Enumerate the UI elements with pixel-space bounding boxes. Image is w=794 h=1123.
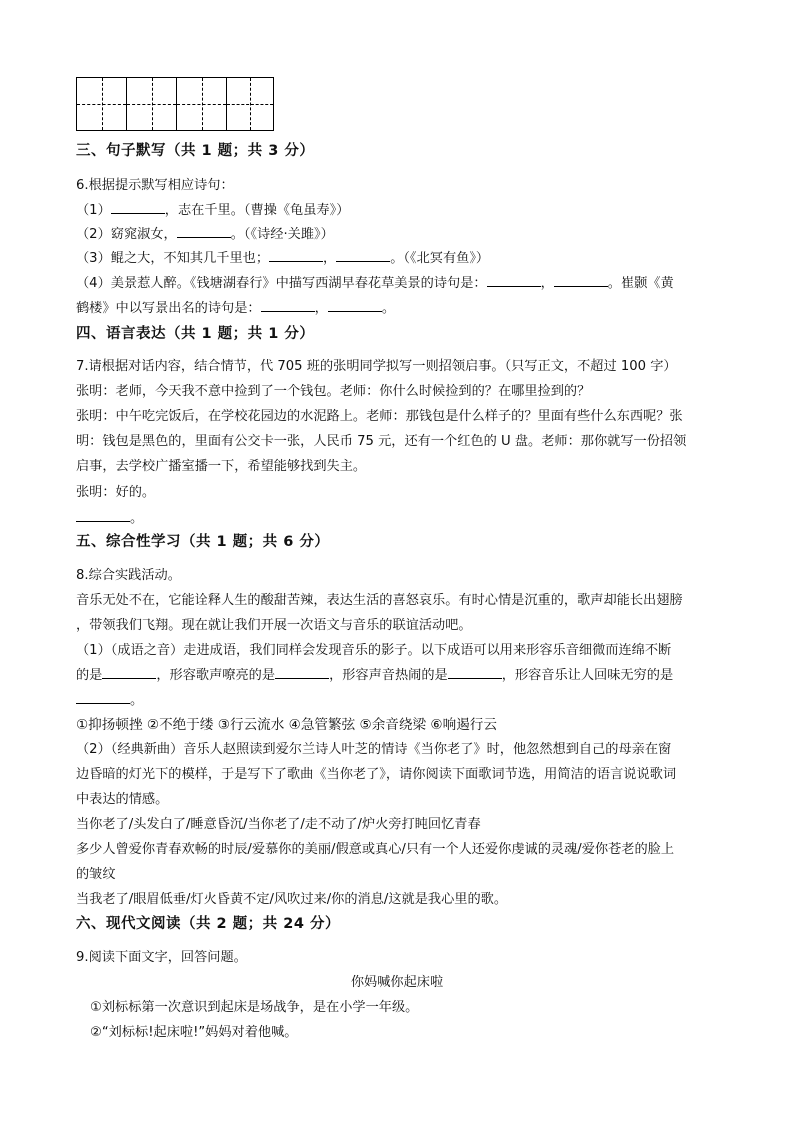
q6-line-1: （1） ，志在千里。（曹操《龟虽寿》） [76, 203, 350, 218]
dialogue-line: 明：钱包是黑色的，里面有公交卡一张，人民币 75 元，还有一个红色的 U 盘。老师：那你就写一份招领 [76, 434, 687, 449]
section-3-heading: 三、句子默写（共 1 题；共 3 分） [76, 143, 315, 159]
grid-cell [126, 77, 176, 131]
answer-blank[interactable] [102, 666, 156, 679]
answer-blank[interactable] [76, 509, 130, 522]
grid-cell [76, 77, 126, 131]
section-6-heading: 六、现代文阅读（共 2 题；共 24 分） [76, 916, 340, 932]
subquestion-2-line: 边昏暗的灯光下的模样，于是写下了歌曲《当你老了》，请你阅读下面歌词节选，用简洁的语言说说歌词 [76, 767, 677, 782]
question-8-prompt: 8.综合实践活动。 [76, 568, 181, 583]
section-4-heading: 四、语言表达（共 1 题；共 1 分） [76, 326, 315, 342]
answer-blank[interactable] [177, 225, 231, 238]
answer-blank[interactable] [554, 274, 608, 287]
q6-line-5: 鹤楼》中以写景出名的诗句是： ， 。 [76, 301, 395, 316]
question-9-prompt: 9.阅读下面文字，回答问题。 [76, 950, 247, 965]
dialogue-line: 启事，去学校广播室播一下，希望能够找到失主。 [76, 459, 367, 474]
dialogue-line: 张明：老师，今天我不意中捡到了一个钱包。老师：你什么时候捡到的？在哪里捡到的？ [76, 384, 591, 399]
q6-line-4: （4）美景惹人醉。《钱塘湖春行》中描写西湖早春花草美景的诗句是： ， 。崔颢《黄 [76, 276, 674, 291]
answer-blank[interactable] [336, 249, 390, 262]
dialogue-line: 张明：好的。 [76, 485, 156, 500]
lyrics-line: 多少人曾爱你青春欢畅的时辰/爱慕你的美丽/假意或真心/只有一个人还爱你虔诚的灵魂/爱你苍老的脸上 [76, 842, 675, 857]
answer-blank[interactable] [111, 201, 165, 214]
dialogue-line: 张明：中午吃完饭后，在学校花园边的水泥路上。老师：那钱包是什么样子的？里面有些什么东西呢？张 [76, 409, 683, 424]
answer-blank[interactable] [261, 299, 315, 312]
section-5-heading: 五、综合性学习（共 1 题；共 6 分） [76, 534, 330, 550]
answer-blank[interactable] [328, 299, 382, 312]
question-7-prompt: 7.请根据对话内容，结合情节，代 705 班的张明同学拟写一则招领启事。（只写正文，不超过 100 字） [76, 359, 677, 374]
subquestion-1-last-blank: 。 [76, 691, 143, 710]
answer-blank[interactable] [275, 666, 329, 679]
q6-line-3: （3）鲲之大，不知其几千里也； ， 。（《北冥有鱼》） [76, 251, 490, 266]
reading-paragraph: ①刘标标第一次意识到起床是场战争，是在小学一年级。 [90, 1000, 419, 1015]
grid-cell [176, 77, 226, 131]
lyrics-line: 当我老了/眼眉低垂/灯火昏黄不定/风吹过来/你的消息/这就是我心里的歌。 [76, 892, 508, 907]
paragraph-line: ，带领我们飞翔。现在就让我们开展一次语文与音乐的联谊活动吧。 [76, 618, 472, 633]
answer-blank[interactable] [448, 666, 502, 679]
writing-grid [76, 77, 274, 131]
answer-blank[interactable] [487, 274, 541, 287]
subquestion-1-blanks: 的是 ，形容歌声嘹亮的是 ，形容声音热闹的是 ，形容音乐让人回味无穷的是 [76, 668, 674, 683]
subquestion-2-line: 中表达的情感。 [76, 792, 169, 807]
q6-line-2: （2）窈窕淑女， 。（《诗经·关雎》） [76, 227, 334, 242]
grid-cell [226, 77, 274, 131]
answer-line: 。 [76, 509, 143, 528]
question-6-prompt: 6.根据提示默写相应诗句： [76, 178, 234, 193]
idiom-options: ①抑扬顿挫 ②不绝于缕 ③行云流水 ④急管繁弦 ⑤余音绕梁 ⑥响遏行云 [76, 717, 497, 733]
answer-blank[interactable] [76, 691, 130, 704]
lyrics-line: 的皱纹 [76, 867, 116, 882]
subquestion-2-line: （2）（经典新曲）音乐人赵照读到爱尔兰诗人叶芝的情诗《当你老了》时，他忽然想到自己的母亲在窗 [76, 742, 672, 757]
paragraph-line: 音乐无处不在，它能诠释人生的酸甜苦辣，表达生活的喜怒哀乐。有时心情是沉重的，歌声却能长出翅膀 [76, 593, 683, 608]
reading-title: 你妈喊你起床啦 [350, 975, 444, 990]
answer-blank[interactable] [269, 249, 323, 262]
reading-paragraph: ②“刘标标!起床啦!”妈妈对着他喊。 [90, 1025, 298, 1040]
subquestion-1-line: （1）（成语之音）走进成语，我们同样会发现音乐的影子。以下成语可以用来形容乐音细微而连绵不断 [76, 643, 672, 658]
lyrics-line: 当你老了/头发白了/睡意昏沉/当你老了/走不动了/炉火旁打盹回忆青春 [76, 817, 481, 832]
